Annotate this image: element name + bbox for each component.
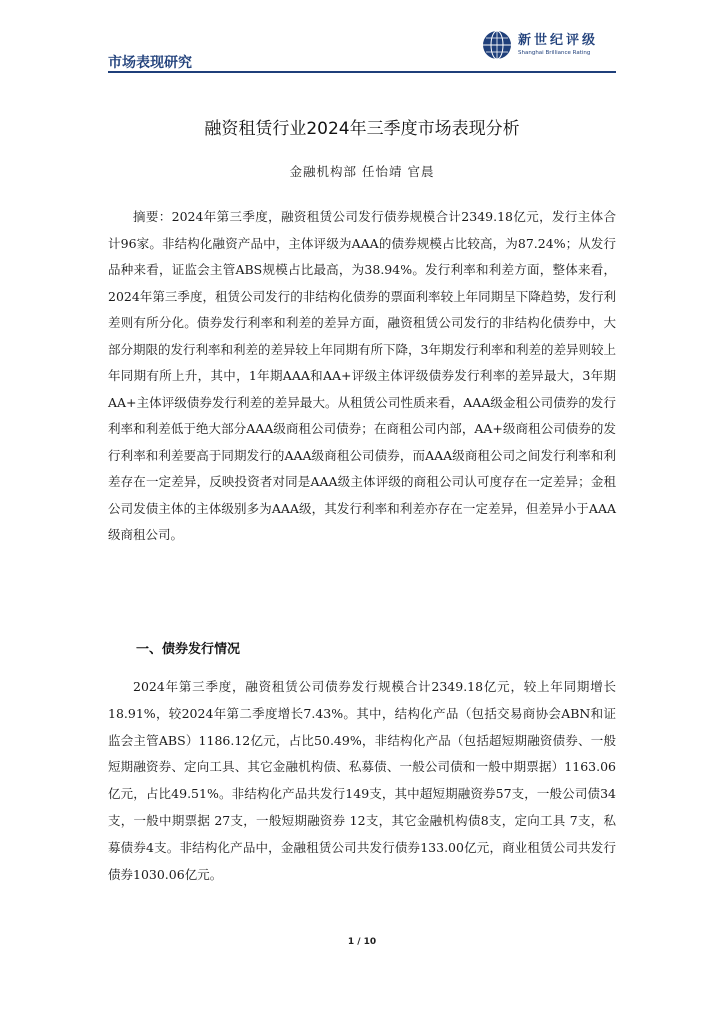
author-line: 金融机构部 任怡靖 官晨 (289, 164, 435, 179)
logo-chinese-name: 新世纪评级 (518, 33, 599, 48)
company-logo (482, 30, 598, 60)
header-divider (108, 71, 616, 73)
body-paragraph: 2024年第三季度，融资租赁公司债券发行规模合计2349.18亿元，较上年同期增长18.91%，较2024年第二季度增长7.43%。其中，结构化产品（包括交易商协会ABN和证监会主管ABS）1186.12亿元，占比50.49%，非结构化产品（包括超短期融资债券、一般短期融资券、定向工具、其它金融机构债、私募债、一般公司债和一般中期票据）1163.06亿元，占比49.51%。非结构化产品共发行149支，其中超短期融资券57支，一般公司债34支，一般中期票据 27支，一般短期融资券 12支，其它金融机构债8支，定向工具 7支，私募债券4支。非结构化产品中，金融租赁公司共发行债券133.00亿元，商业租赁公司共发行债券1030.06亿元。 (108, 679, 616, 882)
page-title: 融资租赁行业2024年三季度市场表现分析 (204, 119, 520, 139)
logo-english-name: Shanghai Brilliance Rating (518, 50, 591, 56)
abstract-paragraph: 摘要：2024年第三季度，融资租赁公司发行债券规模合计2349.18亿元，发行主体合计96家。非结构化融资产品中，主体评级为AAA的债券规模占比较高，为87.24%；从发行品种来看，证监会主管ABS规模占比最高，为38.94%。发行利率和利差方面，整体来看，2024年第三季度，租赁公司发行的非结构化债券的票面利率较上年同期呈下降趋势，发行利差则有所分化。债券发行利率和利差的差异方面，融资租赁公司发行的非结构化债券中，大部分期限的发行利率和利差的差异较上年同期有所下降，3年期发行利率和利差的差异则较上年同期有所上升，其中，1年期AAA和AA+评级主体评级债券发行利率的差异最大，3年期AA+主体评级债券发行利差的差异最大。从租赁公司性质来看，AAA级金租公司债券的发行利率和利差低于绝大部分AAA级商租公司债券；在商租公司内部，AA+级商租公司债券的发行利率和利差要高于同期发行的AAA级商租公司债券，而AAA级商租公司之间发行利率和利差存在一定差异，反映投资者对同是AAA级主体评级的商租公司认可度存在一定差异；金租公司发债主体的主体级别多为AAA级，其发行利率和利差亦存在一定差异，但差异小于AAA级商租公司。 (108, 209, 616, 542)
globe-logo-icon (482, 30, 512, 60)
header-section-label: 市场表现研究 (108, 55, 192, 71)
page-number: 1 / 10 (347, 937, 377, 947)
section-heading: 一、债券发行情况 (136, 642, 241, 657)
